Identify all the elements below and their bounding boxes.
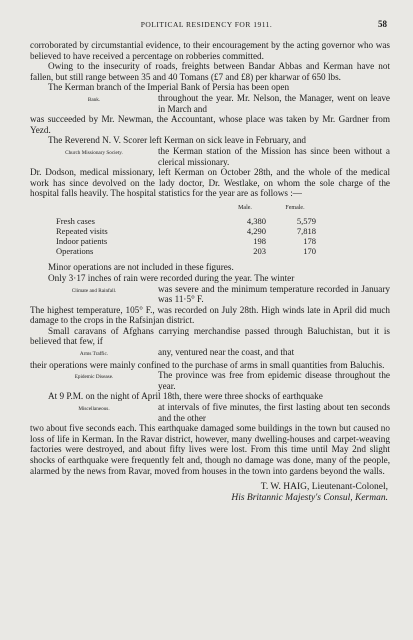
- table-header-row: [52, 203, 320, 216]
- margin-note-bank: Bank.: [87, 96, 101, 103]
- cell-female: 5,579: [296, 215, 316, 226]
- paragraph-arms-lead: Small caravans of Afghans carrying merchandise passed through Baluchistan, but it is believed that few, if: [30, 325, 390, 347]
- margin-note-climate: Climate and Rainfall.: [71, 287, 117, 294]
- margin-note-miscellaneous: Miscellaneous.: [78, 406, 110, 413]
- paragraph-mission-side: the Kerman station of the Mission has since been without a clerical missionary.: [158, 145, 390, 167]
- bank-section: [30, 93, 390, 114]
- paragraph-bank-lead: The Kerman branch of the Imperial Bank of Persia has been open: [48, 82, 290, 93]
- table-row: [52, 216, 320, 226]
- row-label: Fresh cases: [56, 215, 95, 226]
- cell-female: 7,818: [296, 225, 316, 236]
- table-row: [52, 246, 320, 256]
- paragraph-mission-lead: The Reverend N. V. Scorer left Kerman on sick leave in February, and: [48, 135, 307, 146]
- paragraph-rain-rest: The highest temperature, 105° F., was recorded on July 28th. High winds late in April did much damage to the crops in the Rafsinjan district.: [30, 304, 390, 326]
- cell-male: 198: [253, 235, 266, 246]
- margin-note-mission: Church Missionary Society.: [65, 149, 123, 156]
- paragraph-rain-lead: Only 3·17 inches of rain were recorded during the year. The winter: [48, 272, 295, 283]
- paragraph-robberies: corroborated by circumstantial evidence, to their encouragement by the acting governor who was believed to have received a percentage on robberies committed.: [30, 40, 390, 61]
- row-label: Repeated visits: [56, 225, 108, 236]
- paragraph-freights: Owing to the insecurity of roads, freights between Bandar Abbas and Kerman have not fallen, but still range between 35 and 40 Tomans (£7 and £8) per kharwar of 650 lbs.: [30, 61, 390, 82]
- paragraph-arms-side: any, ventured near the coast, and that: [158, 347, 295, 358]
- cell-female: 170: [303, 246, 316, 257]
- column-male: Male.: [238, 204, 252, 211]
- table-row: [52, 226, 320, 236]
- margin-note-epidemic: Epidemic Disease.: [74, 374, 114, 381]
- paragraph-bank-rest: was succeeded by Mr. Newman, the Accountant, whose place was taken by Mr. Gardner from Yezd.: [30, 114, 390, 135]
- paragraph-earthquake-side: at intervals of five minutes, the first lasting about ten seconds and the other: [158, 402, 390, 423]
- paragraph-arms-rest: their operations were mainly confined to the purchase of arms in small quantities from Baluchis.: [30, 359, 385, 370]
- paragraph-minor-operations: Minor operations are not included in these figures.: [48, 262, 234, 273]
- signature-block: [30, 482, 390, 503]
- column-female: Female.: [285, 204, 305, 211]
- cell-male: 4,380: [246, 215, 266, 226]
- page-number: 58: [378, 19, 387, 29]
- signature-title: His Britannic Majesty's Consul, Kerman.: [231, 492, 388, 503]
- header-title: POLITICAL RESIDENCY FOR 1911.: [140, 20, 273, 29]
- mission-section: [30, 146, 390, 167]
- paragraph-earthquake-rest: two about five seconds each. This earthquake damaged some buildings in the town but caused no loss of life in Kerman. In the Ravar district, however, many dwelling-houses and carpet-weaving factories were destroyed, and about fifty lives were lost. From this time until May 2nd slight shocks of earthquake were frequently felt and, though no damage was done, many of the people, alarmed by the news from Ravar, moved from houses in the town into gardens beyond the walls.: [30, 423, 390, 476]
- paragraph-earthquake-lead: At 9 P.M. on the night of April 18th, there were three shocks of earthquake: [48, 391, 323, 402]
- body-text: [30, 40, 390, 503]
- climate-section: [30, 284, 390, 305]
- cell-male: 203: [253, 246, 266, 257]
- hospital-statistics-table: [52, 203, 320, 256]
- paragraph-epidemic: The province was free from epidemic disease throughout the year.: [158, 370, 390, 391]
- row-label: Indoor patients: [56, 235, 108, 246]
- paragraph-mission-rest: Dr. Dodson, medical missionary, left Kerman on October 28th, and the whole of the medical work has since devolved on the lady doctor, Dr. Westlake, on whom the sole charge of the hospital falls heavily. The hospital statistics for the year are as follows :—: [30, 167, 390, 199]
- page-header: [0, 20, 413, 34]
- signature-name: T. W. HAIG, Lieutenant-Colonel,: [260, 482, 388, 493]
- table-row: [52, 236, 320, 246]
- cell-female: 178: [303, 235, 316, 246]
- cell-male: 4,290: [246, 225, 266, 236]
- misc-section: [30, 402, 390, 423]
- paragraph-bank-side: throughout the year. Mr. Nelson, the Manager, went on leave in March and: [158, 92, 390, 114]
- row-label: Operations: [56, 246, 94, 257]
- epidemic-section: [30, 370, 390, 391]
- margin-note-arms: Arms Traffic.: [79, 351, 109, 358]
- paragraph-rain-side: was severe and the minimum temperature recorded in January was 11·5° F.: [158, 283, 390, 305]
- arms-section: [30, 347, 390, 360]
